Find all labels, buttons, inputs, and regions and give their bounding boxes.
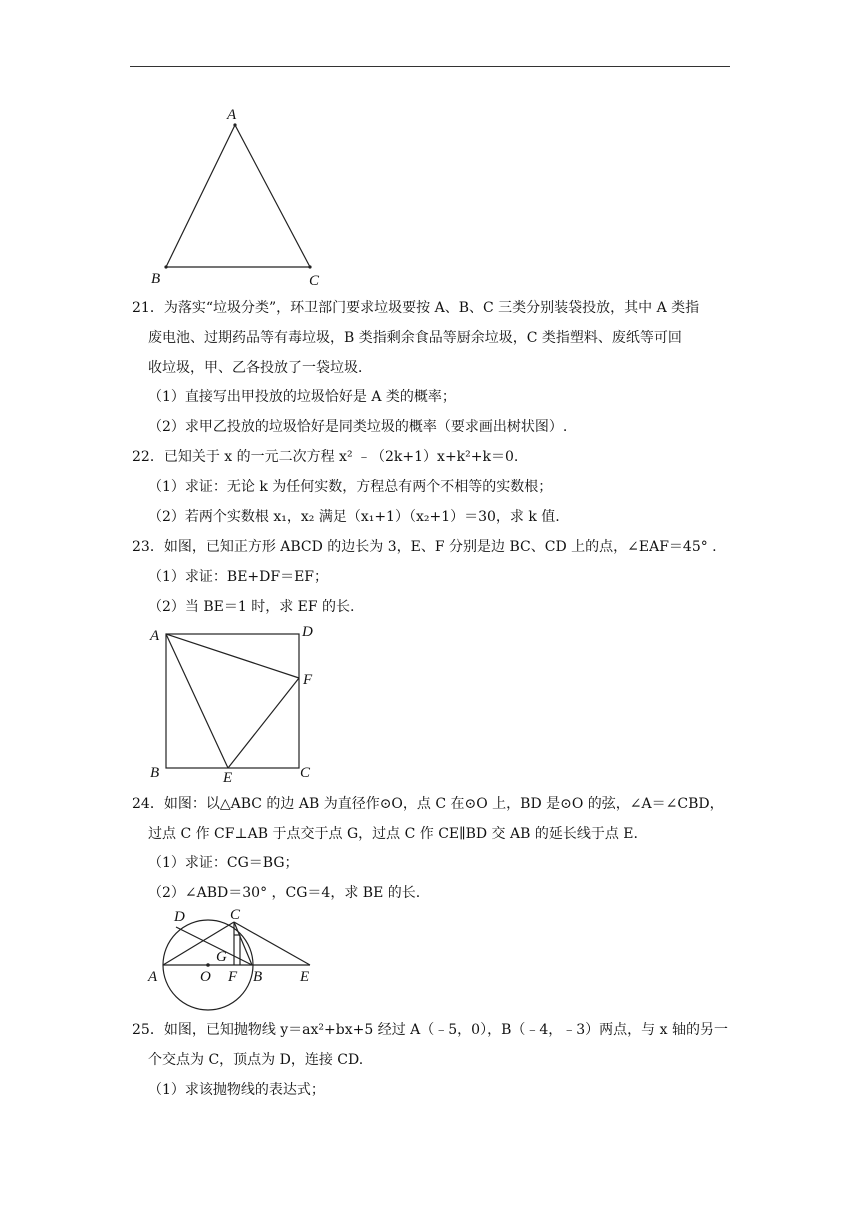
q24-line-2: 过点 C 作 CF⊥AB 于点交于点 G，过点 C 作 CE∥BD 交 AB 的延长线于点 E. — [148, 826, 638, 842]
square-figure — [140, 620, 330, 790]
q21-line-3: 收垃圾，甲、乙各投放了一袋垃圾． — [148, 360, 372, 376]
q24-part-2: （2）∠ABD＝30° ，CG＝4，求 BE 的长. — [148, 885, 421, 901]
label-d: D — [302, 624, 313, 640]
label-c: C — [309, 273, 320, 289]
q25-line-1: 25．如图，已知抛物线 y＝ax²+bx+5 经过 A（﹣5，0），B（﹣4，﹣3）两点，与 x 轴的另一 — [132, 1022, 728, 1038]
segment-af — [166, 634, 299, 678]
label-b: B — [150, 765, 160, 781]
segment-cb — [234, 922, 252, 965]
q21-part-1: （1）直接写出甲投放的垃圾恰好是 A 类的概率； — [148, 389, 456, 405]
q22-part-1: （1）求证：无论 k 为任何实数，方程总有两个不相等的实数根； — [148, 479, 553, 495]
triangle-abc — [166, 125, 310, 267]
circle-figure — [140, 905, 340, 1010]
label-a: A — [148, 969, 158, 985]
q23-part-1: （1）求证：BE+DF＝EF； — [148, 569, 329, 585]
q25-part-1: （1）求该抛物线的表达式； — [148, 1082, 325, 1098]
header-rule — [130, 66, 730, 67]
label-a: A — [150, 628, 160, 644]
q22-line-1: 22．已知关于 x 的一元二次方程 x² ﹣（2k+1）x+k²+k＝0. — [132, 449, 519, 465]
q21-part-2: （2）求甲乙投放的垃圾恰好是同类垃圾的概率（要求画出树状图）. — [148, 419, 568, 435]
segment-ae — [166, 634, 228, 768]
q22-part-2: （2）若两个实数根 x₁，x₂ 满足（x₁+1）（x₂+1）＝30，求 k 值. — [148, 509, 560, 525]
label-a: A — [227, 107, 237, 123]
label-g: G — [216, 949, 227, 965]
segment-db — [176, 927, 252, 965]
square-abcd — [166, 634, 299, 768]
q21-line-2: 废电池、过期药品等有毒垃圾，B 类指剩余食品等厨余垃圾，C 类指塑料、废纸等可回 — [148, 330, 682, 346]
label-e: E — [300, 969, 310, 985]
label-e: E — [223, 770, 233, 786]
q23-part-2: （2）当 BE＝1 时，求 EF 的长. — [148, 599, 355, 615]
label-d: D — [174, 909, 185, 925]
q24-part-1: （1）求证：CG＝BG； — [148, 855, 299, 871]
label-b: B — [151, 271, 161, 287]
q21-line-1: 21．为落实“垃圾分类”，环卫部门要求垃圾要按 A、B、C 三类分别装袋投放，其中 A 类指 — [132, 300, 700, 316]
label-f: F — [228, 969, 238, 985]
segment-ce — [234, 922, 310, 965]
label-f: F — [303, 672, 313, 688]
label-o: O — [200, 969, 211, 985]
segment-ef — [228, 678, 299, 768]
label-c: C — [300, 765, 311, 781]
q25-line-2: 个交点为 C，顶点为 D，连接 CD. — [148, 1052, 364, 1068]
label-b: B — [253, 969, 263, 985]
q23-line-1: 23．如图，已知正方形 ABCD 的边长为 3，E、F 分别是边 BC、CD 上的点，∠EAF＝45° . — [132, 539, 717, 555]
triangle-figure — [140, 100, 340, 295]
q24-line-1: 24．如图：以△ABC 的边 AB 为直径作⊙O，点 C 在⊙O 上，BD 是⊙O 的弦，∠A＝∠CBD， — [132, 796, 724, 812]
label-c: C — [230, 907, 241, 923]
